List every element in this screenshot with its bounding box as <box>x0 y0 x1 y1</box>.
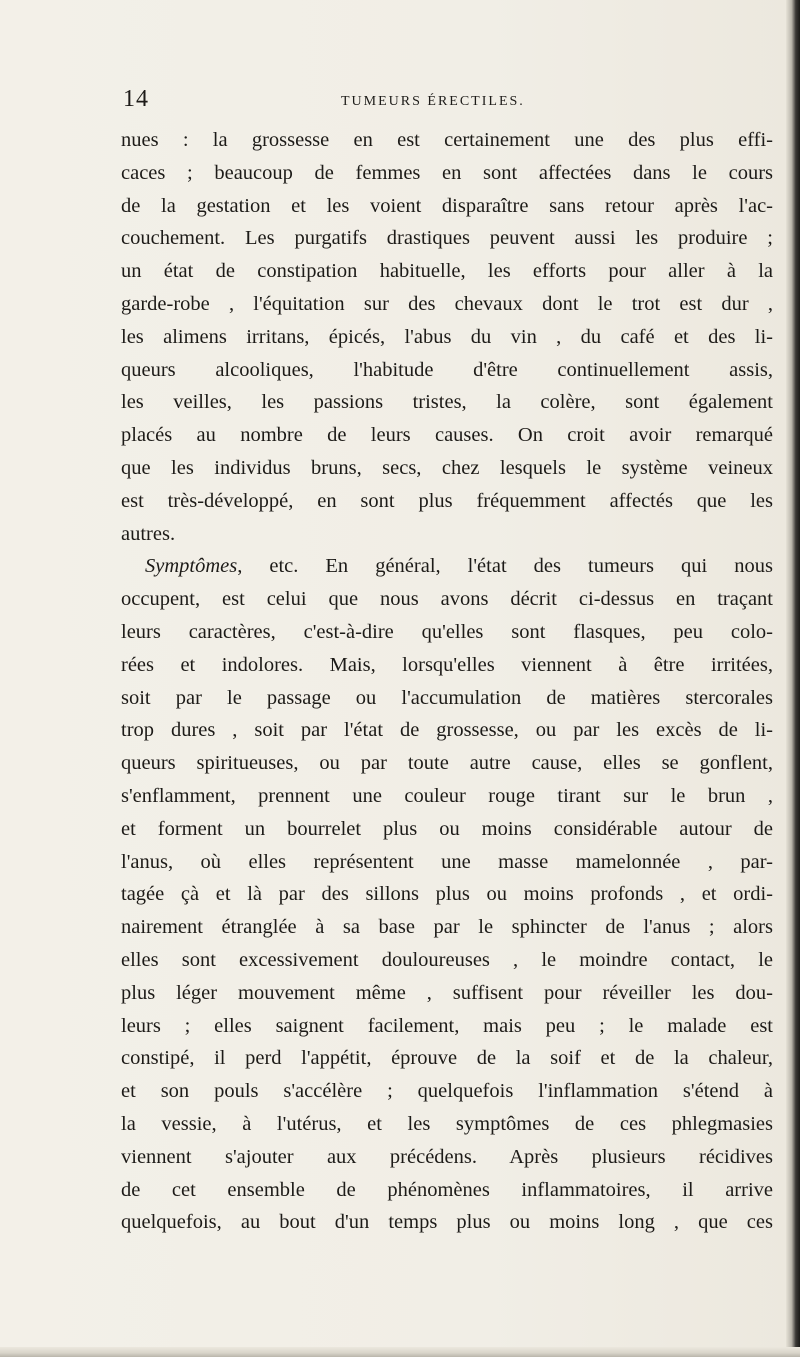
text-line: viennent s'ajouter aux précédens. Après plusieurs récidives <box>121 1145 773 1168</box>
text-line: que les individus bruns, secs, chez lesquels le système veineux <box>121 456 773 479</box>
text-line: autres. <box>121 522 176 545</box>
section-heading: Symptômes <box>145 555 238 578</box>
text-line: couchement. Les purgatifs drastiques peuvent aussi les produire ; <box>121 227 773 250</box>
page-header <box>123 86 773 116</box>
text-line: soit par le passage ou l'accumulation de matières stercorales <box>121 686 773 709</box>
text-line: et son pouls s'accélère ; quelquefois l'inflammation s'étend à <box>121 1080 773 1103</box>
text-line: la vessie, à l'utérus, et les symptômes de ces phlegmasies <box>121 1112 773 1135</box>
text-line: un état de constipation habituelle, les efforts pour aller à la <box>121 260 773 283</box>
text-line: de cet ensemble de phénomènes inflammatoires, il arrive <box>121 1178 773 1201</box>
text-line: leurs caractères, c'est-à-dire qu'elles sont flasques, peu colo- <box>121 620 773 643</box>
text-line: les alimens irritans, épicés, l'abus du vin , du café et des li- <box>121 325 773 348</box>
text-line: quelquefois, au bout d'un temps plus ou moins long , que ces <box>121 1211 773 1234</box>
text-line: leurs ; elles saignent facilement, mais peu ; le malade est <box>121 1014 773 1037</box>
text-line: les veilles, les passions tristes, la colère, sont également <box>121 391 773 414</box>
body-text <box>121 124 773 1239</box>
paragraph-causes <box>121 124 773 550</box>
text-line: est très-développé, en sont plus fréquemment affectés que les <box>121 489 773 512</box>
text-line: tagée çà et là par des sillons plus ou moins profonds , et ordi- <box>121 883 773 906</box>
running-title: TUMEURS ÉRECTILES. <box>341 94 525 109</box>
text-line-rest: , etc. En général, l'état des tumeurs qui nous <box>237 555 773 578</box>
text-line: caces ; beaucoup de femmes en sont affectées dans le cours <box>121 161 773 184</box>
paragraph-symptoms <box>121 550 773 1239</box>
page-bottom-edge <box>0 1347 800 1357</box>
text-line: et forment un bourrelet plus ou moins considérable autour de <box>121 817 773 840</box>
text-line: s'enflamment, prennent une couleur rouge tirant sur le brun , <box>121 784 773 807</box>
page-number: 14 <box>123 86 149 112</box>
text-line: constipé, il perd l'appétit, éprouve de la soif et de la chaleur, <box>121 1047 773 1070</box>
text-line-with-heading <box>121 550 773 583</box>
text-line: trop dures , soit par l'état de grossesse, ou par les excès de li- <box>121 719 773 742</box>
text-line: plus léger mouvement même , suffisent pour réveiller les dou- <box>121 981 773 1004</box>
text-line: l'anus, où elles représentent une masse mamelonnée , par- <box>121 850 773 873</box>
text-line: rées et indolores. Mais, lorsqu'elles viennent à être irritées, <box>121 653 773 676</box>
text-line: nues : la grossesse en est certainement une des plus effi- <box>121 129 773 151</box>
text-line: occupent, est celui que nous avons décrit ci-dessus en traçant <box>121 588 773 611</box>
page-edge-shadow <box>786 0 800 1357</box>
text-line: nairement étranglée à sa base par le sphincter de l'anus ; alors <box>121 916 773 939</box>
text-line: placés au nombre de leurs causes. On croit avoir remarqué <box>121 424 773 447</box>
text-line: queurs alcooliques, l'habitude d'être continuellement assis, <box>121 358 773 381</box>
text-line: garde-robe , l'équitation sur des chevaux dont le trot est dur , <box>121 292 773 315</box>
text-line: elles sont excessivement douloureuses , le moindre contact, le <box>121 948 773 971</box>
text-line: de la gestation et les voient disparaître sans retour après l'ac- <box>121 194 773 217</box>
text-line: queurs spiritueuses, ou par toute autre cause, elles se gonflent, <box>121 752 773 775</box>
